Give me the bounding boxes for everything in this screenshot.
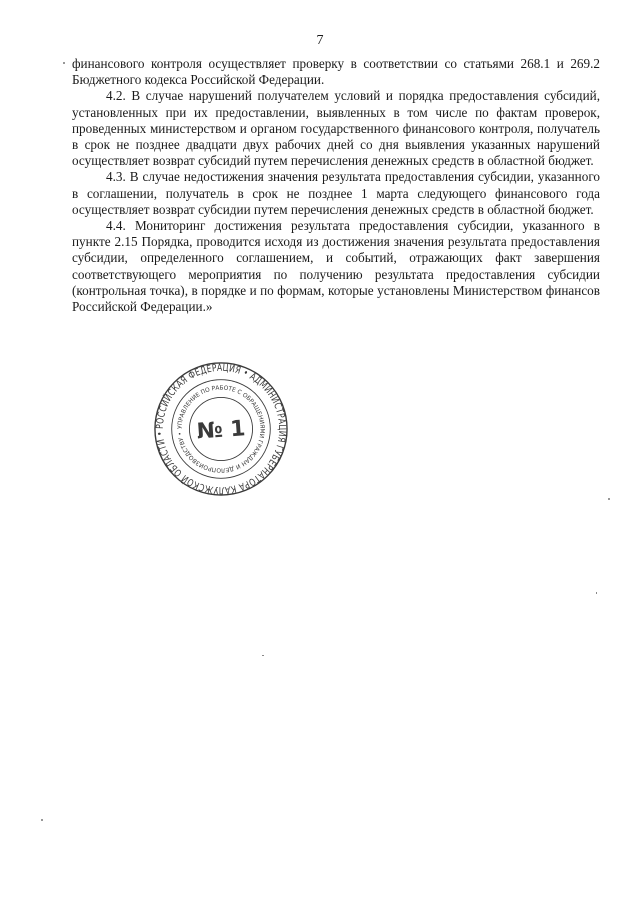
scan-speck bbox=[262, 655, 264, 656]
document-body bbox=[72, 56, 600, 315]
stamp-outer-textpath: РОССИЙСКАЯ ФЕДЕРАЦИЯ • АДМИНИСТРАЦИЯ ГУБЕРНАТОРА КАЛУЖСКОЙ ОБЛАСТИ • bbox=[154, 362, 288, 496]
stamp-inner-textpath: УПРАВЛЕНИЕ ПО РАБОТЕ С ОБРАЩЕНИЯМИ ГРАЖДАН И ДЕЛОПРОИЗВОДСТВУ • bbox=[177, 385, 265, 473]
scan-speck bbox=[596, 592, 597, 594]
paragraph-4-4: 4.4. Мониторинг достижения результата предоставления субсидии, указанного в пункте 2.15 Порядка, проводится исходя из достижения значения результата предоставления субсидии, определенного соглашением, и событий, отражающих факт завершения соответствующего мероприятия по получению результата предоставления субсидии (контрольная точка), в порядке и по формам, которые установлены Министерством финансов Российской Федерации.» bbox=[72, 218, 600, 315]
scan-speck bbox=[41, 819, 43, 821]
official-stamp bbox=[152, 360, 290, 498]
scan-speck bbox=[608, 498, 610, 500]
scan-speck bbox=[63, 62, 65, 64]
paragraph-4-2: 4.2. В случае нарушений получателем условий и порядка предоставления субсидий, установленных при их предоставлении, выявленных в том числе по фактам проверок, проведенных министерством и органом государственного финансового контроля, получатель в срок не позднее двадцати двух рабочих дней со дня выявления указанных нарушений осуществляет возврат субсидий путем перечисления денежных средств в областной бюджет. bbox=[72, 88, 600, 169]
paragraph-4-1-continuation: финансового контроля осуществляет проверку в соответствии со статьями 268.1 и 269.2 Бюджетного кодекса Российской Федерации. bbox=[72, 56, 600, 88]
paragraph-4-3: 4.3. В случае недостижения значения результата предоставления субсидии, указанного в соглашении, получатель в срок не позднее 1 марта следующего финансового года осуществляет возврат субсидии путем перечисления денежных средств в областной бюджет. bbox=[72, 169, 600, 217]
stamp-number: № 1 bbox=[195, 416, 247, 445]
page-number: 7 bbox=[316, 33, 324, 48]
